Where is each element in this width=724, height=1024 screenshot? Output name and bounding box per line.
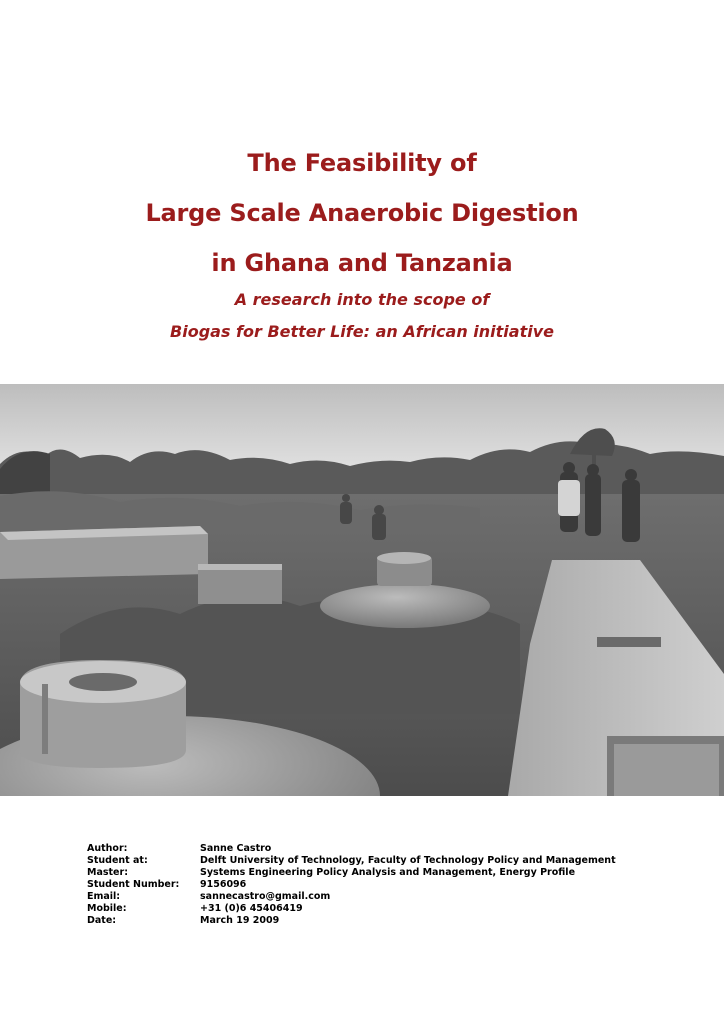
meta-value: Sanne Castro	[200, 843, 272, 854]
subtitle-line-2: Biogas for Better Life: an African initiative	[170, 322, 554, 341]
meta-value: sannecastro@gmail.com	[200, 891, 331, 902]
dome-foreground-opening	[69, 673, 137, 691]
meta-value: 9156096	[200, 879, 247, 890]
dome-collar-gap	[42, 684, 48, 754]
meta-row-email	[87, 891, 616, 903]
meta-row-master	[87, 867, 616, 879]
meta-value: Systems Engineering Policy Analysis and Management, Energy Profile	[200, 867, 576, 878]
subtitle-line-1: A research into the scope of	[234, 290, 490, 309]
meta-label: Master:	[87, 867, 128, 878]
author-details	[87, 843, 616, 927]
meta-label: Author:	[87, 843, 128, 854]
meta-value: March 19 2009	[200, 915, 280, 926]
biogas-site-photo	[0, 384, 724, 796]
dome-mid	[320, 584, 490, 628]
meta-label: Date:	[87, 915, 117, 926]
meta-row-mobile	[87, 903, 616, 915]
meta-value: +31 (0)6 45406419	[200, 903, 303, 914]
document-title	[0, 138, 724, 288]
meta-label: Mobile:	[87, 903, 127, 914]
meta-row-student-at	[87, 855, 616, 867]
walkway-opening	[597, 637, 661, 647]
meta-value: Delft University of Technology, Faculty of Technology Policy and Management	[200, 855, 616, 866]
title-line-3: in Ghana and Tanzania	[211, 249, 513, 277]
document-subtitle	[0, 284, 724, 348]
meta-label: Student at:	[87, 855, 148, 866]
meta-row-author	[87, 843, 616, 855]
meta-label: Email:	[87, 891, 121, 902]
meta-label: Student Number:	[87, 879, 180, 890]
dome-mid-collar-top	[377, 552, 431, 564]
person-shirt-light	[558, 480, 580, 516]
meta-row-date	[87, 915, 616, 927]
walkway-hatch-inner	[614, 744, 719, 796]
tank-small-top	[198, 564, 282, 570]
title-line-2: Large Scale Anaerobic Digestion	[145, 199, 579, 227]
meta-row-student-number	[87, 879, 616, 891]
title-line-1: The Feasibility of	[247, 149, 477, 177]
